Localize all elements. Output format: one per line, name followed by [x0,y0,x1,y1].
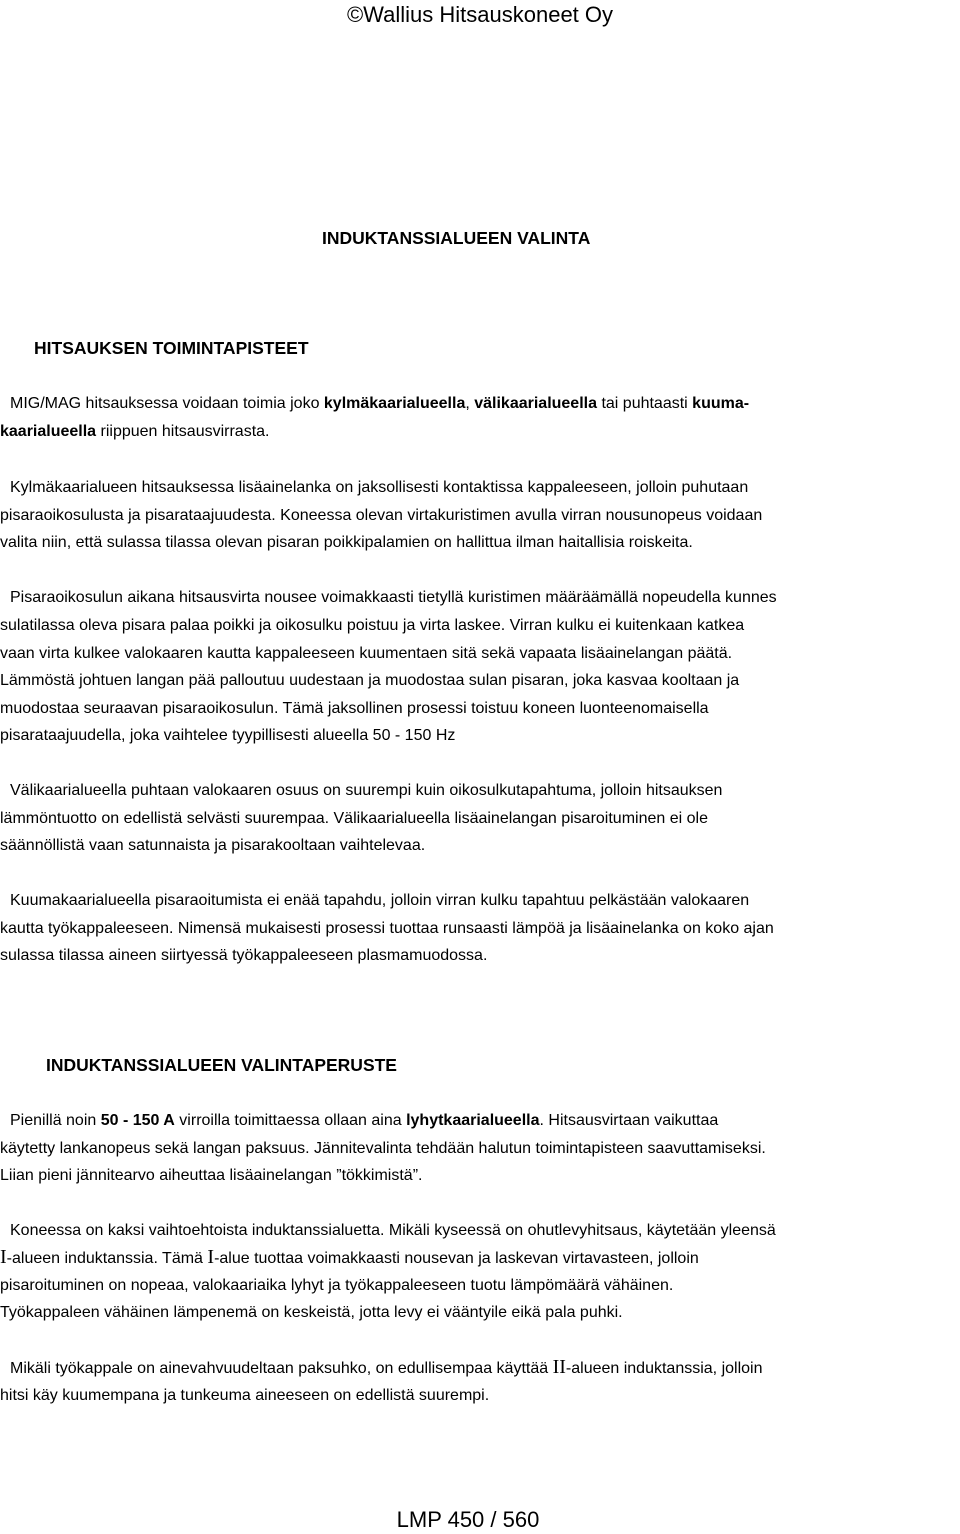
section-heading-selection-criteria: INDUKTANSSIALUEEN VALINTAPERUSTE [46,1055,397,1075]
paragraph-line: säännöllistä vaan satunnaista ja pisarakooltaan vaihtelevaa. [0,837,426,854]
paragraph-line: Pisaraoikosulun aikana hitsausvirta nousee voimakkaasti tietyllä kuristimen määräämällä nopeudella kunnes [10,589,777,606]
paragraph-line: hitsi käy kuumempana ja tunkeuma aineeseen on edellistä suurempi. [0,1387,490,1404]
text-run: Mikäli työkappale on ainevahvuudeltaan paksuhko, on edullisempaa käyttää [10,1360,553,1377]
paragraph-line: Kuumakaarialueella pisaraoitumista ei enää tapahdu, jolloin virran kulku tapahtuu pelkästään valokaaren [10,892,750,909]
paragraph-line [10,1356,762,1380]
paragraph-line: valita niin, että sulassa tilassa olevan pisaran poikkipalamien on hallittua ilman haitallisia roiskeita. [0,534,693,551]
text-run: riippuen hitsausvirrasta. [96,423,270,440]
paragraph-line: muodostaa seuraavan pisaraoikosulun. Tämä jaksollinen prosessi toistuu koneen luonteenomaisella [0,700,709,717]
roman-numeral: I [207,1246,215,1268]
text-run: Pienillä noin [10,1112,101,1129]
bold-term: välikaarialueella [474,395,597,412]
page-footer-model: LMP 450 / 560 [396,1507,540,1532]
paragraph-line: sulassa tilassa aineen siirtyessä työkappaleeseen plasmamuodossa. [0,947,488,964]
bold-term: kuuma- [692,395,750,412]
paragraph-line: pisaroituminen on nopeaa, valokaariaika lyhyt ja työkappaleeseen tuotu lämpömäärä vähäinen. [0,1277,674,1294]
text-run: -alueen induktanssia, jolloin [565,1360,763,1377]
paragraph-line: Välikaarialueella puhtaan valokaaren osuus on suurempi kuin oikosulkutapahtuma, jolloin hitsauksen [10,782,723,799]
text-run: , [465,395,475,412]
paragraph-line: pisaraoikosulusta ja pisarataajuudesta. Koneessa olevan virtakuristimen avulla virran nousunopeus voidaan [0,507,763,524]
document-title: INDUKTANSSIALUEEN VALINTA [322,228,591,248]
bold-term: kaarialueella [0,423,97,440]
text-run: -alue tuottaa voimakkaasti nousevan ja laskevan virtavasteen, jolloin [214,1250,699,1267]
text-run: tai puhtaasti [597,395,693,412]
paragraph-line: lämmöntuotto on edellistä selvästi suurempaa. Välikaarialueella lisäainelangan pisaroituminen ei ole [0,810,708,827]
paragraph-line [0,1246,699,1270]
paragraph-line: Työkappaleen vähäinen lämpenemä on keskeistä, jotta levy ei vääntyile eikä pala puhki. [0,1304,623,1321]
section-heading-operating-points: HITSAUKSEN TOIMINTAPISTEET [34,338,309,358]
page-header-copyright: ©Wallius Hitsauskoneet Oy [346,2,614,27]
text-run: -alueen induktanssia. Tämä [6,1250,208,1267]
paragraph-line: pisarataajuudella, joka vaihtelee tyypillisesti alueella 50 - 150 Hz [0,727,456,744]
paragraph-line: kautta työkappaleeseen. Nimensä mukaisesti prosessi tuottaa runsaasti lämpöä ja lisäainelanka on koko ajan [0,920,774,937]
paragraph-line: sulatilassa oleva pisara palaa poikki ja oikosulku poistuu ja virta laskee. Virran kulku ei kuitenkaan katkea [0,617,745,634]
paragraph-line: Koneessa on kaksi vaihtoehtoista induktanssialuetta. Mikäli kyseessä on ohutlevyhitsaus, käytetään yleensä [10,1222,776,1239]
paragraph-line: vaan virta kulkee valokaaren kautta kappaleeseen kuumentaen sitä sekä vapaata lisäainelangan päätä. [0,645,733,662]
bold-term: 50 - 150 A [100,1112,175,1129]
roman-numeral: II [552,1356,566,1378]
paragraph-line [0,421,270,443]
roman-numeral: I [0,1246,7,1268]
bold-term: lyhytkaarialueella [406,1112,540,1129]
paragraph-line: Kylmäkaarialueen hitsauksessa lisäainelanka on jaksollisesti kontaktissa kappaleeseen, jolloin puhutaan [10,479,749,496]
text-run: . Hitsausvirtaan vaikuttaa [539,1112,719,1129]
text-run: MIG/MAG hitsauksessa voidaan toimia joko [10,395,324,412]
paragraph-line: käytetty lankanopeus sekä langan paksuus. Jännitevalinta tehdään halutun toimintapisteen saavuttamiseksi. [0,1140,766,1157]
paragraph-line [10,393,749,415]
paragraph-line [10,1110,718,1132]
paragraph-line: Liian pieni jännitearvo aiheuttaa lisäainelangan ”tökkimistä”. [0,1167,423,1184]
bold-term: kylmäkaarialueella [323,395,466,412]
text-run: virroilla toimittaessa ollaan aina [174,1112,407,1129]
paragraph-line: Lämmöstä johtuen langan pää palloutuu uudestaan ja muodostaa sulan pisaran, joka kasvaa kooltaan ja [0,672,740,689]
